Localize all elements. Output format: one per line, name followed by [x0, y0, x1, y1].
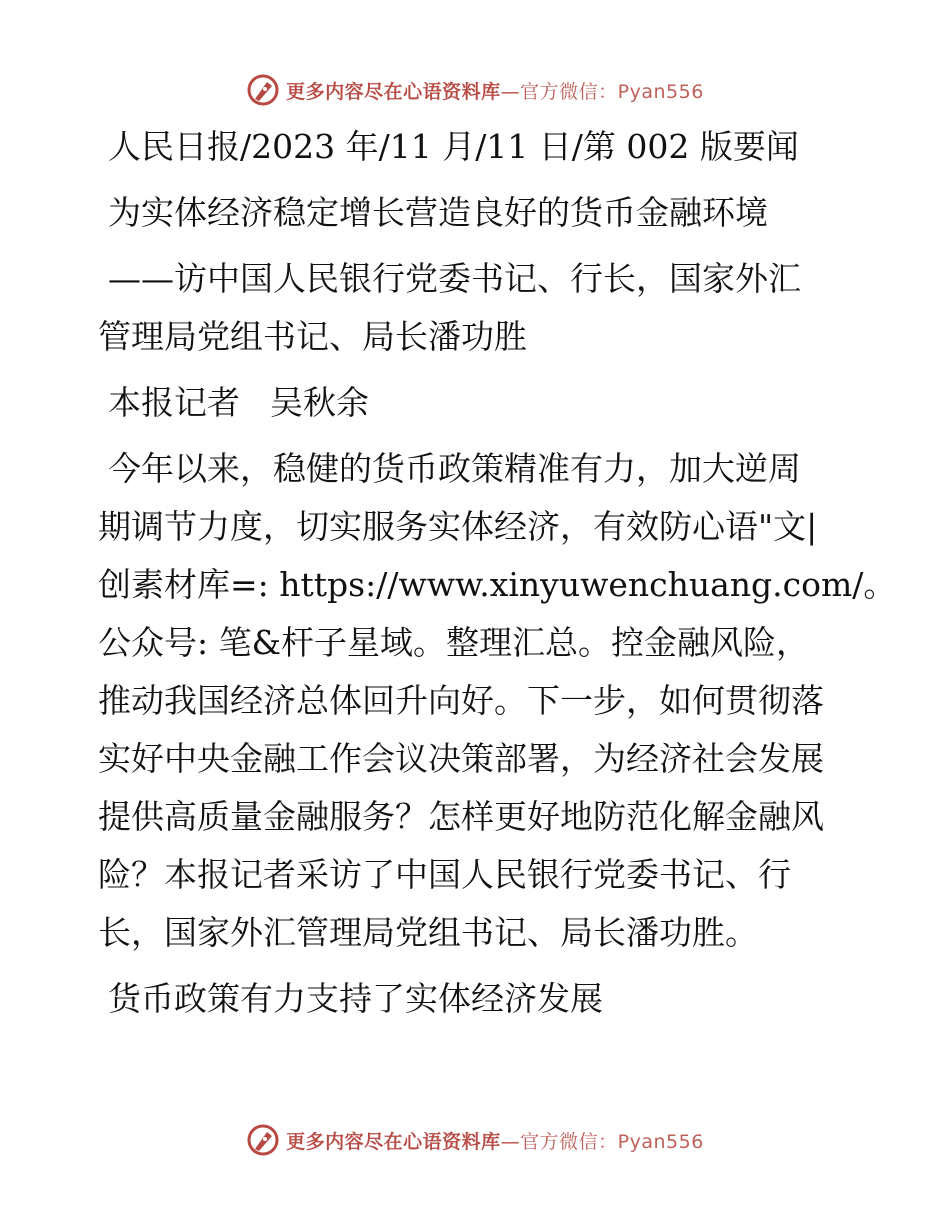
banner-wechat-text: 官方微信：Pyan556 — [520, 80, 704, 103]
byline-label: 本报记者 — [108, 383, 240, 422]
article-title: 为实体经济稳定增长营造良好的货币金融环境 — [108, 193, 768, 232]
section-heading: 货币政策有力支持了实体经济发展 — [108, 979, 603, 1018]
pen-nib-circle-icon — [246, 73, 280, 107]
article-subtitle-line-1: ——访中国人民银行党委书记、行长，国家外汇 — [108, 259, 801, 298]
banner-wechat-text: 官方微信：Pyan556 — [520, 1130, 704, 1153]
body-line-2: 期调节力度，切实服务实体经济，有效防心语"文| — [98, 507, 818, 546]
article — [98, 118, 897, 1028]
header-banner — [0, 70, 950, 110]
body-line-7: 提供高质量金融服务？怎样更好地防范化解金融风 — [98, 797, 824, 836]
body-line-1: 今年以来，稳健的货币政策精准有力，加大逆周 — [108, 449, 801, 488]
banner-main-text: 更多内容尽在心语资料库 — [286, 80, 501, 103]
article-subtitle-line-2: 管理局党组书记、局长潘功胜 — [98, 317, 527, 356]
body-line-8: 险？本报记者采访了中国人民银行党委书记、行 — [98, 855, 791, 894]
banner-text — [286, 1127, 704, 1154]
byline — [98, 374, 858, 432]
banner-main-text: 更多内容尽在心语资料库 — [286, 1130, 501, 1153]
body-line-9: 长，国家外汇管理局党组书记、局长潘功胜。 — [98, 913, 758, 952]
footer-banner — [0, 1120, 950, 1160]
pen-nib-circle-icon — [246, 1123, 280, 1157]
body-line-6: 实好中央金融工作会议决策部署，为经济社会发展 — [98, 739, 824, 778]
banner-separator: — — [500, 80, 521, 103]
body-line-3: 创素材库=: https://www.xinyuwenchuang.com/。 — [98, 565, 897, 604]
body-line-5: 推动我国经济总体回升向好。下一步，如何贯彻落 — [98, 681, 824, 720]
byline-name: 吴秋余 — [270, 383, 369, 422]
banner-separator: — — [500, 1130, 521, 1153]
dateline: 人民日报/2023 年/11 月/11 日/第 002 版要闻 — [108, 127, 799, 166]
body-line-4: 公众号: 笔&杆子星域。整理汇总。控金融风险， — [98, 623, 809, 662]
banner-text — [286, 77, 704, 104]
